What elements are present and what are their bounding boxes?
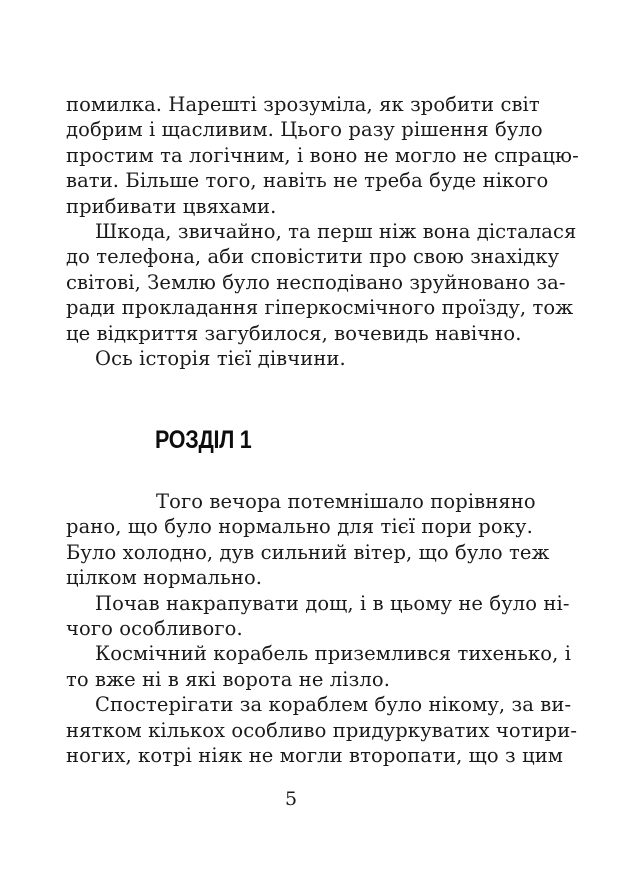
paragraph-first-line: Шкода, звичайно, та перш ніж вона дісталася <box>95 219 577 243</box>
paragraph-first-line: Спостерігати за кораблем було нікому, за ви- <box>95 693 572 717</box>
text-line: нятком кількох особливо придуркуватих чотири- <box>66 718 578 742</box>
text-line: Було холодно, дув сильний вітер, що було теж <box>66 540 550 564</box>
text-line: це відкриття загубилося, вочевидь навічно. <box>66 321 522 345</box>
text-line: ногих, котрі ніяк не могли второпати, що з цим <box>66 743 564 767</box>
intro-text-block <box>66 92 579 371</box>
text-line: простим та логічним, і воно не могло не спрацю- <box>66 143 579 167</box>
text-line: світові, Землю було несподівано зруйновано за- <box>66 270 566 294</box>
paragraph-first-line: Космічний корабель приземлився тихенько, і <box>95 642 572 666</box>
paragraph-first-line: Ось історія тієї дівчини. <box>95 346 346 370</box>
page-number: 5 <box>284 788 298 810</box>
text-line: до телефона, аби сповістити про свою знахідку <box>66 245 560 269</box>
text-line: рано, що було нормально для тієї пори року. <box>66 515 533 539</box>
text-line: вати. Більше того, навіть не треба буде нікого <box>66 169 549 193</box>
text-line: прибивати цвяхами. <box>66 194 277 218</box>
text-line: то вже ні в які ворота не лізло. <box>66 667 390 691</box>
chapter-heading: РОЗДІЛ 1 <box>155 426 252 454</box>
text-line: чого особливого. <box>66 616 243 640</box>
chapter-text-block <box>66 489 578 768</box>
text-line: ради прокладання гіперкосмічного проїзду, тож <box>66 296 574 320</box>
paragraph-first-line: Почав накрапувати дощ, і в цьому не було ні- <box>95 591 570 615</box>
text-line: добрим і щасливим. Цього разу рішення було <box>66 118 543 142</box>
text-line: цілком нормально. <box>66 566 263 590</box>
text-line: помилка. Нарешті зрозуміла, як зробити світ <box>66 93 540 116</box>
paragraph-first-line: Того вечора потемнішало порівняно <box>156 490 536 513</box>
